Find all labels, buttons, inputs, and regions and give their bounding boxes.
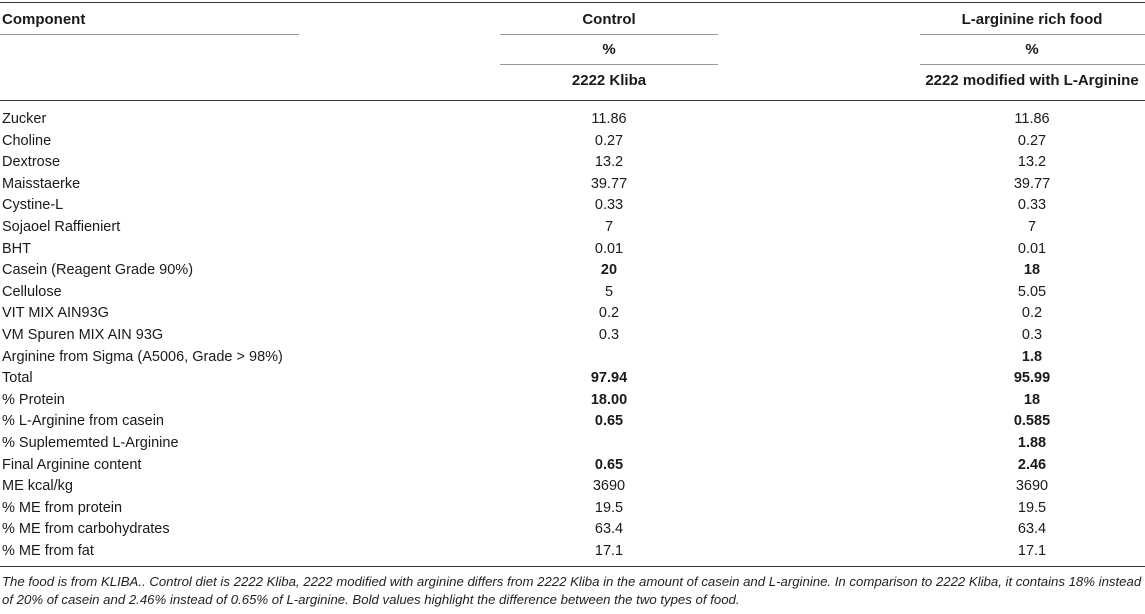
larginine-value: 3690: [1015, 478, 1049, 495]
row-label: Arginine from Sigma (A5006, Grade > 98%): [2, 348, 283, 365]
larginine-value: 5.05: [1017, 283, 1047, 300]
header-component: Component: [2, 11, 86, 28]
larginine-value: 13.2: [1017, 154, 1047, 171]
control-value: 0.3: [598, 327, 620, 343]
table-row: [0, 303, 1145, 325]
larginine-value: 18: [1023, 391, 1041, 408]
header-control-sub: 2222 Kliba: [571, 72, 647, 89]
table-row: [0, 498, 1145, 520]
row-label: Maisstaerke: [2, 175, 81, 192]
table-row: [0, 519, 1145, 541]
control-value: 39.77: [590, 175, 628, 192]
control-value: 0.2: [598, 305, 620, 322]
row-label: Sojaoel Raffieniert: [2, 219, 121, 235]
header-control-unit-underline: [500, 64, 718, 65]
table-footnote: The food is from KLIBA.. Control diet is 2222 Kliba, 2222 modified with arginine differs from 2222 Kliba in the amount of casein and L-arginine. In comparison to 2222 Kliba, it contains 18% instead of 20% of casein and 2.46% instead of 0.65% of L-arginine. Bold values highlight the difference between the two types of food.: [2, 574, 1142, 607]
table-row: [0, 174, 1145, 196]
table-row: [0, 347, 1145, 369]
row-label: ME kcal/kg: [2, 478, 73, 495]
table-row: [0, 109, 1145, 131]
header-larginine-sub: 2222 modified with L-Arginine: [925, 72, 1139, 89]
row-label: VM Spuren MIX AIN 93G: [2, 327, 164, 343]
row-label: VIT MIX AIN93G: [2, 305, 109, 322]
row-label: Dextrose: [2, 154, 61, 171]
larginine-value: 1.88: [1017, 435, 1047, 451]
table-row: [0, 260, 1145, 282]
larginine-value: 1.8: [1021, 348, 1043, 365]
larginine-value: 17.1: [1017, 543, 1047, 559]
larginine-value: 11.86: [1014, 111, 1050, 127]
control-value: 0.01: [594, 240, 624, 257]
table-row: [0, 152, 1145, 174]
control-value: 11.86: [591, 111, 627, 127]
header-control: Control: [582, 11, 636, 28]
row-label: % ME from fat: [2, 543, 94, 559]
control-value: 20: [600, 262, 618, 279]
table-row: [0, 325, 1145, 347]
row-label: % Protein: [2, 391, 65, 408]
row-label: Choline: [2, 132, 52, 149]
larginine-value: 7: [1027, 219, 1037, 235]
header-larginine-unit: %: [1025, 41, 1039, 58]
control-value: 0.33: [594, 197, 624, 214]
table-row: [0, 239, 1145, 261]
header-larginine-unit-underline: [920, 64, 1145, 65]
table-row: [0, 390, 1145, 412]
larginine-value: 0.3: [1021, 327, 1043, 343]
header-control-unit: %: [602, 41, 616, 58]
table-top-rule: [0, 2, 1145, 3]
row-label: Cellulose: [2, 283, 62, 300]
larginine-value: 19.5: [1017, 499, 1047, 516]
control-value: 17.1: [594, 543, 624, 559]
larginine-value: 0.27: [1017, 132, 1047, 149]
control-value: 7: [604, 219, 614, 235]
row-label: Casein (Reagent Grade 90%): [2, 262, 194, 279]
table-row: [0, 433, 1145, 455]
table-row: [0, 411, 1145, 433]
table-row: [0, 476, 1145, 498]
larginine-value: 0.585: [1013, 413, 1051, 430]
table-row: [0, 195, 1145, 217]
control-value: 63.4: [594, 521, 624, 538]
row-label: Zucker: [2, 111, 47, 127]
control-value: 0.65: [594, 456, 624, 473]
table-row: [0, 217, 1145, 239]
control-value: 97.94: [590, 370, 628, 387]
larginine-value: 0.01: [1017, 240, 1047, 257]
table-row: [0, 131, 1145, 153]
control-value: 13.2: [594, 154, 624, 171]
row-label: % L-Arginine from casein: [2, 413, 164, 430]
row-label: Final Arginine content: [2, 456, 142, 473]
larginine-value: 63.4: [1017, 521, 1047, 538]
row-label: Cystine-L: [2, 197, 64, 214]
header-larginine-underline: [920, 34, 1145, 35]
table-row: [0, 282, 1145, 304]
larginine-value: 95.99: [1013, 370, 1051, 387]
larginine-value: 18: [1023, 262, 1041, 279]
control-value: 5: [604, 283, 614, 300]
control-value: 18.00: [590, 391, 628, 408]
row-label: BHT: [2, 240, 31, 257]
header-control-underline: [500, 34, 718, 35]
control-value: 19.5: [594, 499, 624, 516]
table-row: [0, 455, 1145, 477]
larginine-value: 0.33: [1017, 197, 1047, 214]
larginine-value: 39.77: [1013, 175, 1051, 192]
row-label: % ME from carbohydrates: [2, 521, 170, 538]
header-larginine: L-arginine rich food: [961, 11, 1103, 28]
header-bottom-rule: [0, 100, 1145, 101]
table-row: [0, 541, 1145, 563]
control-value: 3690: [592, 478, 626, 495]
row-label: % Suplememted L-Arginine: [2, 435, 179, 451]
control-value: 0.27: [594, 132, 624, 149]
larginine-value: 2.46: [1017, 456, 1047, 473]
table-row: [0, 368, 1145, 390]
control-value: 0.65: [594, 413, 624, 430]
larginine-value: 0.2: [1021, 305, 1043, 322]
row-label: Total: [2, 370, 33, 387]
row-label: % ME from protein: [2, 499, 123, 516]
table-bottom-rule: [0, 566, 1145, 567]
header-component-underline: [0, 34, 299, 35]
